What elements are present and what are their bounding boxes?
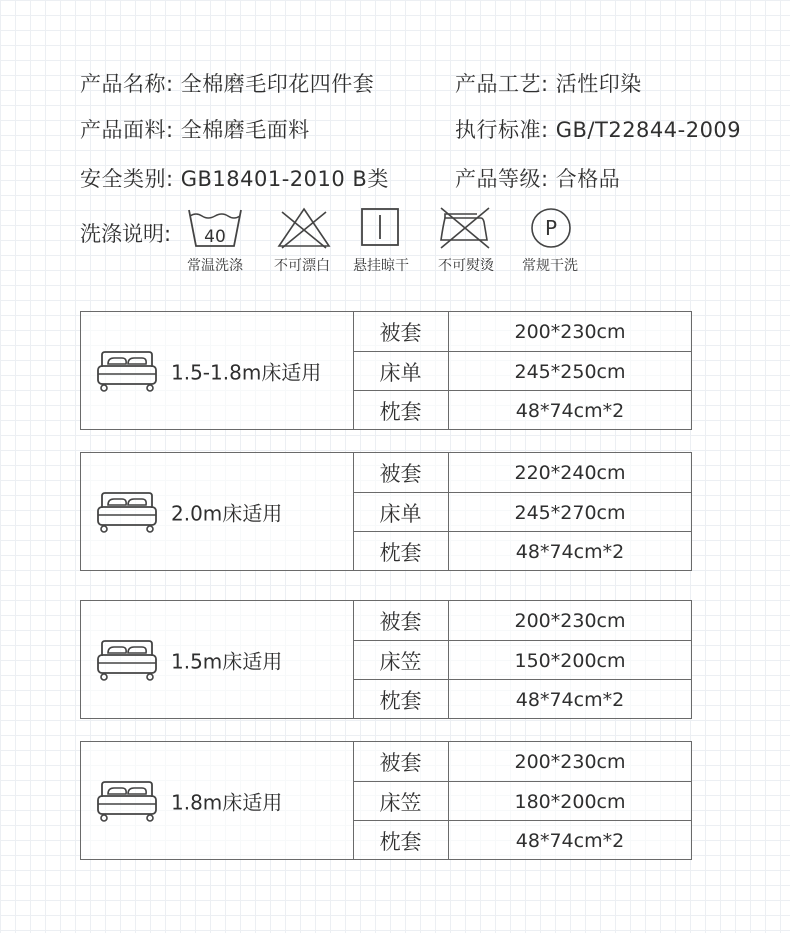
- wash-40-icon: [186, 206, 244, 250]
- bed-icon: [96, 638, 158, 684]
- spec-process: 产品工艺: 活性印染: [455, 72, 642, 96]
- table-row: [353, 781, 691, 821]
- size-table-1: [80, 311, 692, 430]
- table-row: [353, 742, 691, 781]
- item-size: 220*240cm: [514, 461, 626, 484]
- caption-no-iron: 不可熨烫: [438, 258, 494, 274]
- bed-size-label: 2.0m床适用: [171, 501, 283, 525]
- caption-wash: 常温洗涤: [187, 258, 243, 274]
- spec-grade: 产品等级: 合格品: [455, 167, 621, 191]
- table-row: [353, 492, 691, 532]
- item-size: 245*270cm: [514, 501, 626, 524]
- table-row: [353, 453, 691, 492]
- table-row: [353, 640, 691, 680]
- item-name: 被套: [353, 742, 449, 781]
- item-size: 200*230cm: [514, 320, 626, 343]
- spec-product-name: 产品名称: 全棉磨毛印花四件套: [80, 72, 375, 96]
- bed-icon: [96, 779, 158, 825]
- table-row: [353, 351, 691, 391]
- item-size: 180*200cm: [514, 790, 626, 813]
- item-size: 200*230cm: [514, 609, 626, 632]
- bed-cell: [81, 453, 354, 570]
- size-table-2: [80, 452, 692, 571]
- item-size: 200*230cm: [514, 750, 626, 773]
- item-name: 床笠: [353, 641, 449, 680]
- bed-cell: [81, 601, 354, 718]
- bed-cell: [81, 742, 354, 859]
- item-name: 床笠: [353, 782, 449, 821]
- dry-clean-letter: P: [544, 216, 558, 240]
- care-label: 洗涤说明:: [80, 222, 172, 246]
- line-dry-icon: [360, 207, 400, 247]
- item-name: 被套: [353, 312, 449, 351]
- item-size: 150*200cm: [514, 649, 626, 672]
- caption-no-bleach: 不可漂白: [274, 258, 330, 274]
- no-iron-icon: [437, 204, 493, 250]
- dry-clean-p-icon: [528, 206, 574, 250]
- table-row: [353, 390, 691, 430]
- bed-icon: [96, 349, 158, 395]
- size-table-3: [80, 600, 692, 719]
- item-name: 床单: [353, 493, 449, 532]
- item-size: 48*74cm*2: [515, 540, 625, 563]
- item-name: 被套: [353, 601, 449, 640]
- spec-fabric: 产品面料: 全棉磨毛面料: [80, 118, 310, 142]
- table-row: [353, 312, 691, 351]
- wash-temp-label: 40: [204, 227, 226, 247]
- table-row: [353, 679, 691, 719]
- item-name: 被套: [353, 453, 449, 492]
- item-size: 48*74cm*2: [515, 399, 625, 422]
- spec-safety-category: 安全类别: GB18401-2010 B类: [80, 167, 389, 191]
- item-size: 48*74cm*2: [515, 829, 625, 852]
- bed-size-label: 1.5-1.8m床适用: [171, 360, 322, 384]
- caption-dry-clean: 常规干洗: [522, 258, 578, 274]
- item-name: 枕套: [353, 680, 449, 719]
- item-name: 枕套: [353, 532, 449, 571]
- table-row: [353, 820, 691, 860]
- caption-line-dry: 悬挂晾干: [353, 258, 409, 274]
- item-size: 48*74cm*2: [515, 688, 625, 711]
- table-row: [353, 601, 691, 640]
- no-bleach-icon: [276, 206, 332, 250]
- bed-size-label: 1.5m床适用: [171, 649, 283, 673]
- spec-standard: 执行标准: GB/T22844-2009: [455, 118, 742, 142]
- size-table-4: [80, 741, 692, 860]
- item-name: 枕套: [353, 821, 449, 860]
- item-name: 床单: [353, 352, 449, 391]
- table-row: [353, 531, 691, 571]
- item-size: 245*250cm: [514, 360, 626, 383]
- bed-cell: [81, 312, 354, 429]
- bed-icon: [96, 490, 158, 536]
- bed-size-label: 1.8m床适用: [171, 790, 283, 814]
- item-name: 枕套: [353, 391, 449, 430]
